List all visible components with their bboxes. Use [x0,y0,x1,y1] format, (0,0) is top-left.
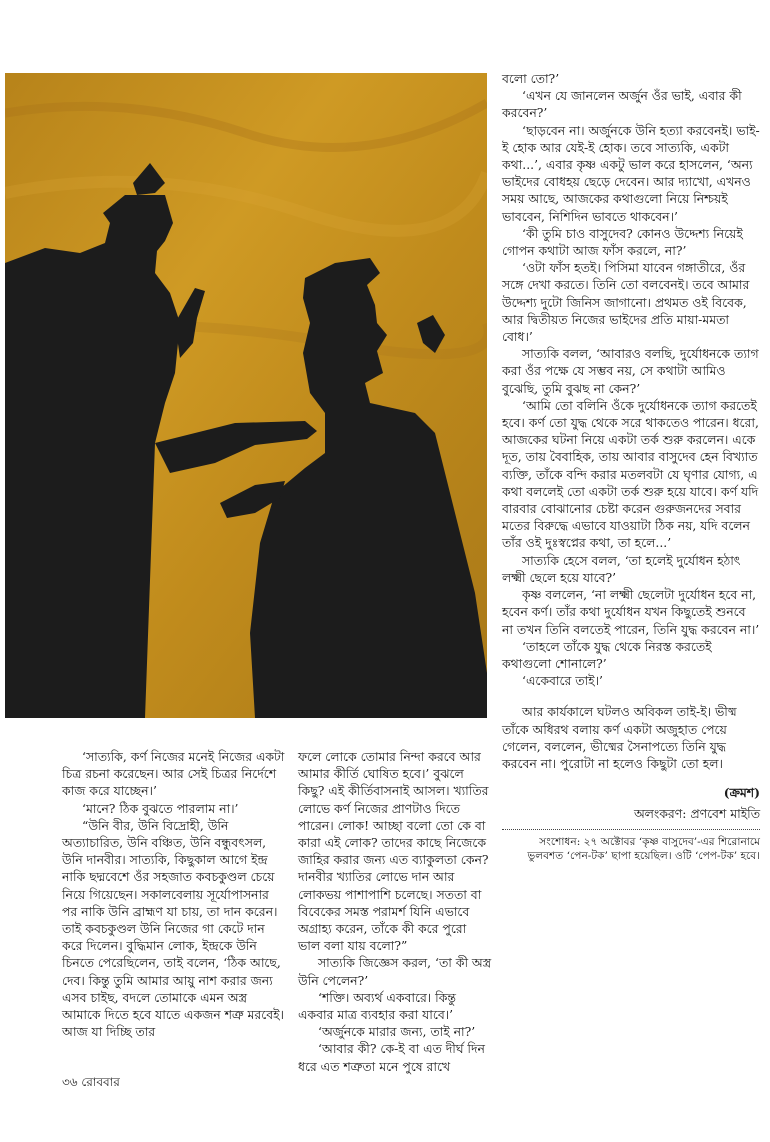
paragraph: সাত্যকি হেসে বলল, ‘তা হলেই দুর্যোধন হঠাৎ লক্ষ্মী ছেলে হয়ে যাবে?’ [502,552,741,585]
divider [502,829,760,830]
paragraph: কৃষ্ণ বললেন, ‘না লক্ষ্মী ছেলেটা দুর্যোধন হবে না, হবেন কর্ণ। তাঁর কথা দুর্যোধন যখন কিছুতেই শুনবে না তখন তিনি বলতেই পারেন, তিনি যুদ্ধ করবেন না।’ [502,587,760,637]
column-middle [298,748,492,1075]
illustration-credit: অলংকরণ: প্রণবেশ মাইতি [633,806,760,822]
correction-note: সংশোধন: ২৭ অক্টোবর ‘কৃষ্ণ বাসুদেব’-এর শিরোনামে ভুলবশত ‘পেন-টক’ ছাপা হয়েছিল। ওটি ‘পেপ-টক’ হবে। [527,835,760,862]
paragraph: ‘ওটা ফাঁস হতই। পিসিমা যাবেন গঙ্গাতীরে, ওঁর সঙ্গে দেখা করতে। তিনি তো বলবেনই। তবে আমার উদ্দেশ্য দুটো জিনিস জাগানো। প্রথমত ওই বিবেক, আর দ্বিতীয়ত নিজের ভাইদের প্রতি মায়া-মমতা বোধ।’ [502,260,750,345]
illustration [5,73,487,718]
paragraph: ‘শক্তি। অব্যর্থ একবারে। কিন্তু একবার মাত্র ব্যবহার করা যাবে।’ [298,989,456,1023]
paragraph: ‘সাত্যকি, কর্ণ নিজের মনেই নিজের একটা চিত্র রচনা করেছেন। আর সেই চিত্রর নির্দেশে কাজ করে যাচ্ছেন।’ [62,749,285,799]
page-folio: ৩৬ রোববার [62,1075,120,1089]
paragraph: সাত্যকি জিজ্ঞেস করল, ‘তা কী অস্ত্র উনি পেলেন?’ [298,955,492,988]
paragraph: ফলে লোকে তোমার নিন্দা করবে আর আমার কীর্তি ঘোষিত হবে।’ বুঝলে কিছু? এই কীর্তিবাসনাই আসল। খ্যাতির লোভে কর্ণ নিজের প্রাণটাও দিতে পারেন। লোক! আচ্ছা বলো তো কে বা কারা এই লোক? তাদের কাছে নিজেকে জাহির করার জন্য এত ব্যাকুলতা কেন? দানবীর খ্যাতির লোভে দান আর লোকভয় পাশাপাশি চলেছে। সততা বা বিবেকের সমস্ত পরামর্শ যিনি এভাবে অগ্রাহ্য করেন, তাঁকে কী করে পুরো ভাল বলা যায় বলো?” [298,749,489,954]
paragraph: “উনি বীর, উনি বিদ্রোহী, উনি অত্যাচারিত, উনি বঞ্চিত, উনি বন্ধুবৎসল, উনি দানবীর। সাত্যকি, কিছুকাল আগে ইন্দ্র নাকি ছদ্মবেশে ওঁর সহজাত কবচকুণ্ডল চেয়ে নিয়ে গিয়েছেন। সকালবেলায় সূর্যোপাসনার পর নাকি উনি ব্রাহ্মণ যা চায়, তা দান করেন। তাই কবচকুণ্ডল উনি নিজের গা কেটে দান করে দিলেন। বুদ্ধিমান লোক, ইন্দ্রকে উনি চিনতে পেরেছিলেন, তাই বলেন, ‘ঠিক আছে, দেব। কিন্তু তুমি আমার আয়ু নাশ করার জন্য এসব চাইছ, বদলে তোমাকে এমন অস্ত্র আমাকে দিতে হবে যাতে একজন শত্রু মরবেই। আজ যা দিচ্ছি তার [62,817,284,1040]
paragraph: ‘ছাড়বেন না। অর্জুনকে উনি হত্যা করবেনই। ভাই-ই হোক আর যেই-ই হোক। তবে সাত্যকি, একটা কথা...’, এবার কৃষ্ণ একটু ভাল করে হাসলেন, ‘অন্য ভাইদের বোধহয় ছেড়ে দেবেন। আর দ্যাখো, এখনও সময় আছে, আজকের কথাগুলো নিয়ে নিশ্চয়ই ভাববেন, নিশিদিন ভাবতে থাকবেন।’ [502,122,760,224]
paragraph: ‘কী তুমি চাও বাসুদেব? কোনও উদ্দেশ্য নিয়েই গোপন কথাটা আজ ফাঁস করলে, না?’ [502,225,743,259]
serial-note: (ক্রমশ) [723,785,760,801]
paragraph: ‘এখন যে জানলেন অর্জুন ওঁর ভাই, এবার কী করবেন?’ [502,88,742,121]
paragraph: ‘একেবারে তাই।’ [522,673,603,689]
paragraph: ‘অর্জুনকে মারার জন্য, তাই না?’ [318,1024,476,1040]
paragraph: বলো তো?’ [502,71,560,86]
paragraph: আর কার্যকালে ঘটলও অবিকল তাই-ই। ভীষ্ম তাঁকে অধিরথ বলায় কর্ণ একটা অজুহাত পেয়ে গেলেন, বললেন, ভীষ্মের সৈনাপত্যে তিনি যুদ্ধ করবেন না। পুরোটা না হলেও কিছুটা তো হল। [502,704,737,771]
paragraph: ‘তাহলে তাঁকে যুদ্ধ থেকে নিরস্ত করতেই কথাগুলো শোনালে?’ [502,638,712,671]
paragraph: ‘আবার কী? কে-ই বা এত দীর্ঘ দিন ধরে এত শত্রুতা মনে পুষে রাখে [298,1041,485,1074]
column-right [502,70,760,863]
paragraph: ‘মানে? ঠিক বুঝতে পারলাম না।’ [82,800,239,816]
paragraph: সাত্যকি বলল, ‘আবারও বলছি, দুর্যোধনকে ত্যাগ করা ওঁর পক্ষে যে সম্ভব নয়, সে কথাটা আমিও বুঝেছি, তুমি বুঝছ না কেন?’ [502,346,759,396]
column-left [62,748,286,1040]
paragraph: ‘আমি তো বলিনি ওঁকে দুর্যোধনকে ত্যাগ করতেই হবে। কর্ণ তো যুদ্ধ থেকে সরে থাকতেও পারেন। ধরো, আজকের ঘটনা নিয়ে একটা তর্ক শুরু করলেন। একে দূত, তায় বৈবাহিক, তায় আবার বাসুদেব হেন বিখ্যাত ব্যক্তি, তাঁকে বন্দি করার মতলবটা যে ঘৃণার যোগ্য, এ কথা বললেই তো একটা তর্ক শুরু হয়ে যাবে। কর্ণ যদি বারবার বোঝানোর চেষ্টা করেন গুরুজনদের সবার মতের বিরুদ্ধে এভাবে যাওয়াটা ঠিক নয়, যদি বলেন তাঁর ওই দুঃস্বপ্নের কথা, তা হলে...’ [502,397,759,551]
